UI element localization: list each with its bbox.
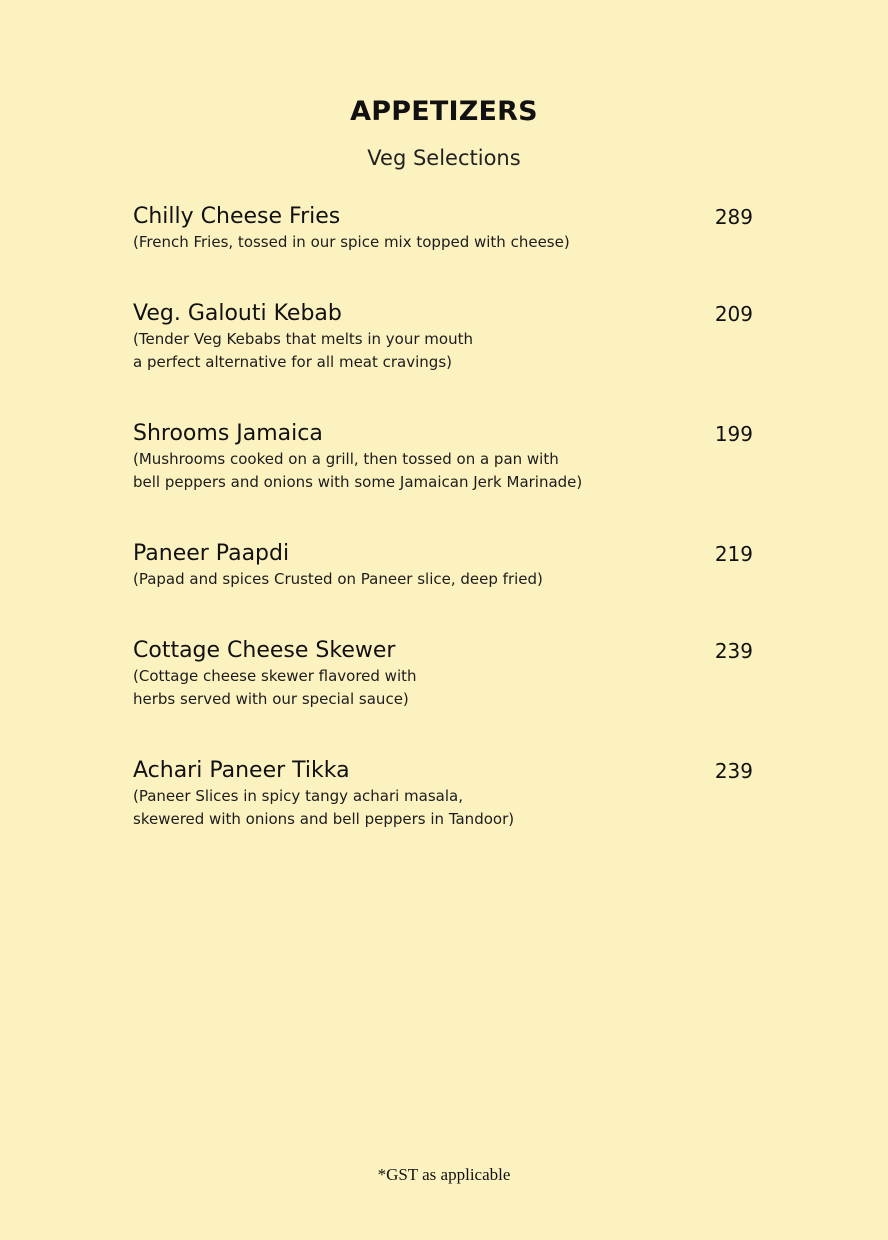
menu-item-name: Cottage Cheese Skewer — [133, 638, 396, 663]
menu-item-description: (Paneer Slices in spicy tangy achari masala, — [133, 787, 463, 805]
menu-item-price: 239 — [714, 639, 753, 663]
menu-item-price: 199 — [714, 422, 753, 446]
menu-item — [133, 420, 755, 494]
menu-item-description: (Tender Veg Kebabs that melts in your mouth — [133, 330, 473, 348]
menu-item-description: (Papad and spices Crusted on Paneer slice, deep fried) — [133, 570, 543, 588]
menu-item — [133, 203, 755, 254]
menu-subsection-title: Veg Selections — [367, 146, 521, 170]
menu-item-name: Shrooms Jamaica — [133, 421, 323, 446]
menu-item — [133, 637, 755, 711]
menu-item-name: Chilly Cheese Fries — [133, 204, 341, 229]
menu-item-price: 289 — [714, 205, 753, 229]
menu-item-description: bell peppers and onions with some Jamaican Jerk Marinade) — [133, 473, 583, 491]
menu-item-price: 219 — [714, 542, 753, 566]
menu-item-price: 239 — [714, 759, 753, 783]
menu-item-name: Veg. Galouti Kebab — [133, 301, 342, 326]
menu-item-description: a perfect alternative for all meat cravings) — [133, 353, 452, 371]
menu-item — [133, 757, 755, 831]
menu-item-description: (Cottage cheese skewer flavored with — [133, 667, 417, 685]
menu-item — [133, 300, 755, 374]
menu-item-price: 209 — [714, 302, 753, 326]
menu-section-title: APPETIZERS — [350, 96, 538, 127]
tax-footnote: *GST as applicable — [377, 1165, 511, 1184]
menu-item-description: herbs served with our special sauce) — [133, 690, 409, 708]
menu-item-list — [133, 203, 755, 831]
menu-item-name: Paneer Paapdi — [133, 541, 290, 566]
menu-item-description: skewered with onions and bell peppers in Tandoor) — [133, 810, 515, 828]
menu-item-description: (Mushrooms cooked on a grill, then tossed on a pan with — [133, 450, 559, 468]
menu-item-description: (French Fries, tossed in our spice mix topped with cheese) — [133, 233, 570, 251]
menu-item — [133, 540, 755, 591]
menu-item-name: Achari Paneer Tikka — [133, 758, 350, 783]
